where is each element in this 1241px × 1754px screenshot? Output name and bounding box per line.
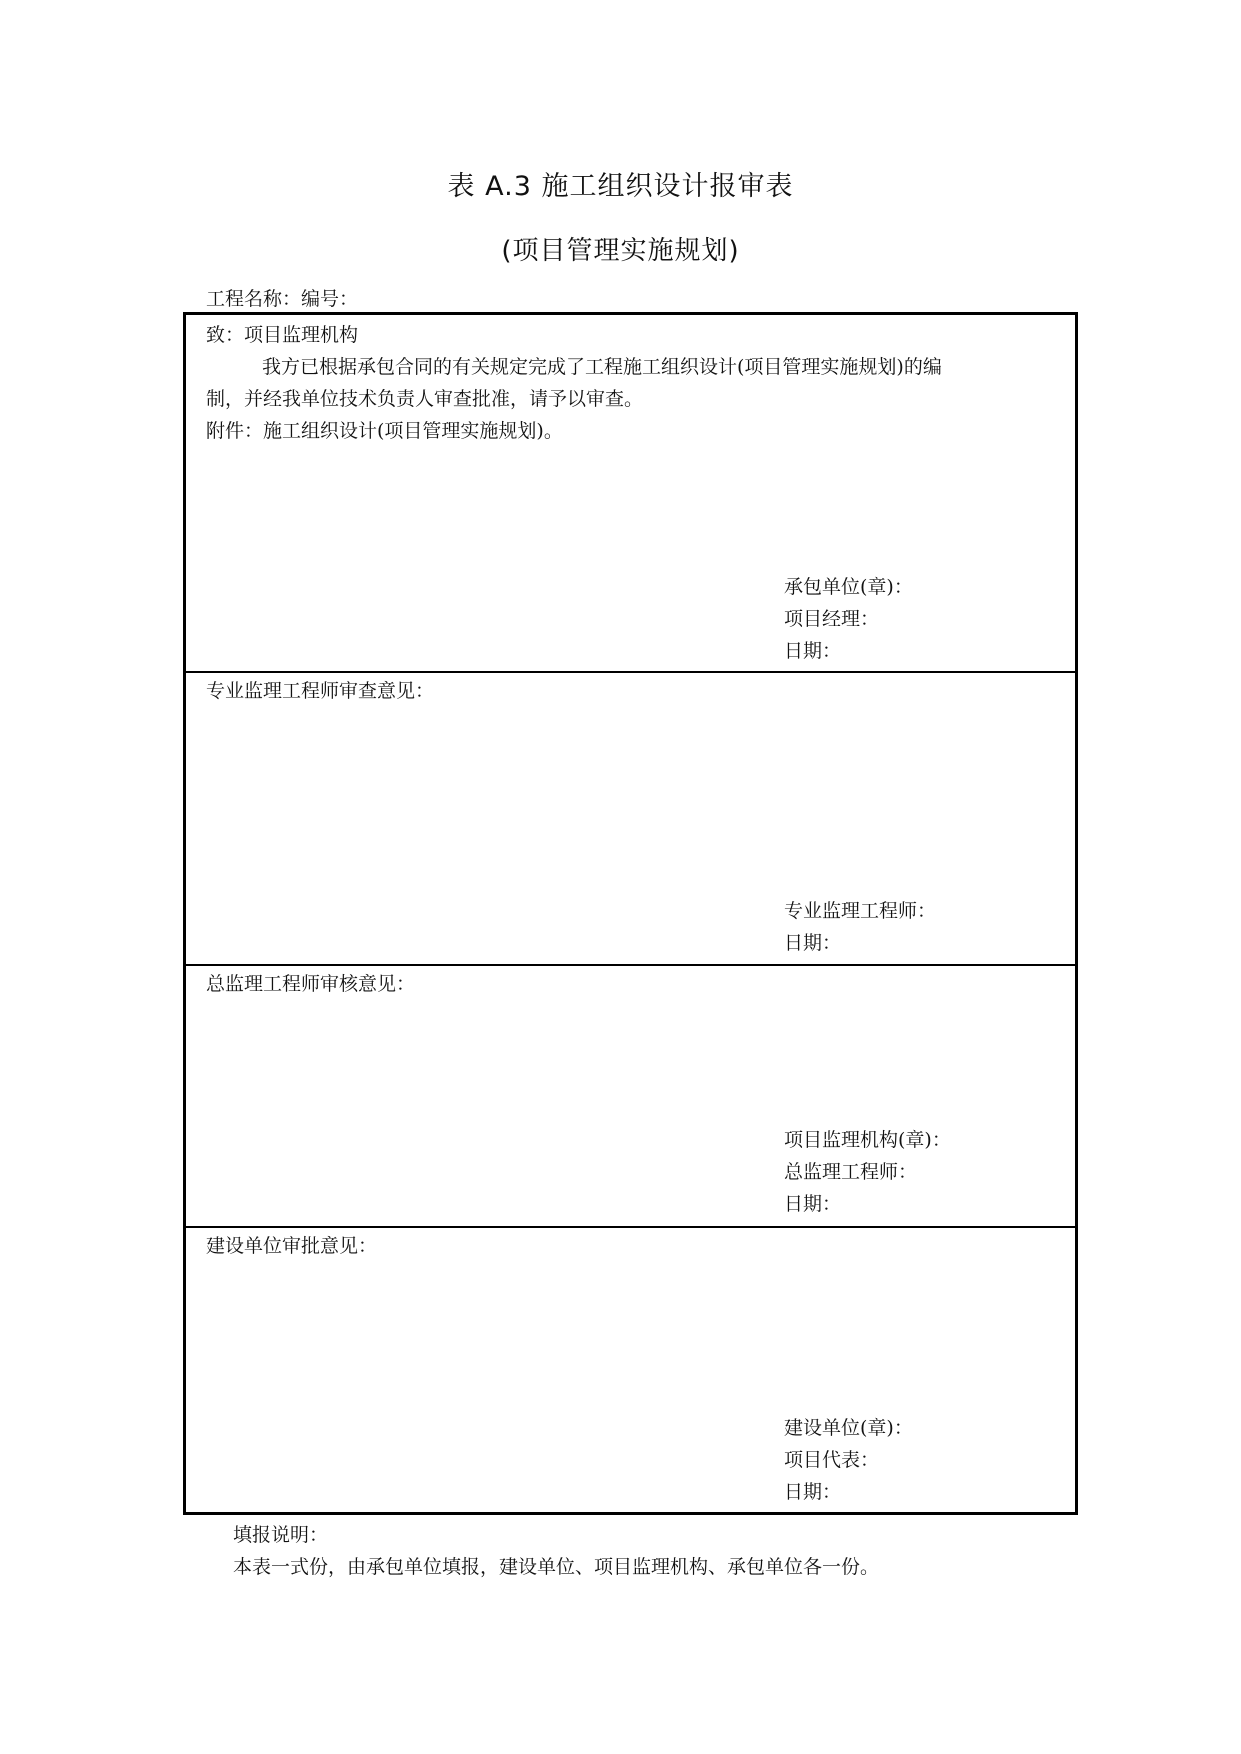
owner-approval-heading: 建设单位审批意见： — [206, 1235, 378, 1257]
contractor-date-field: 日期： — [784, 640, 842, 662]
chief-date-field: 日期： — [784, 1193, 842, 1215]
chief-review-heading: 总监理工程师审核意见： — [206, 973, 416, 995]
specialty-engineer-review-section — [186, 673, 1075, 966]
owner-date-field: 日期： — [784, 1481, 842, 1503]
submission-body-line-1: 我方已根据承包合同的有关规定完成了工程施工组织设计(项目管理实施规划)的编 — [262, 356, 942, 378]
chief-engineer-review-section — [186, 966, 1075, 1228]
form-title: 表 A.3 施工组织设计报审表 — [447, 171, 794, 202]
chief-engineer-field: 总监理工程师： — [784, 1161, 918, 1183]
contractor-seal-field: 承包单位(章)： — [784, 576, 913, 598]
instructions-text: 本表一式份，由承包单位填报，建设单位、项目监理机构、承包单位各一份。 — [233, 1556, 880, 1578]
owner-approval-section — [186, 1228, 1075, 1512]
supervision-org-seal-field: 项目监理机构(章)： — [784, 1129, 951, 1151]
attachment-line: 附件：施工组织设计(项目管理实施规划)。 — [206, 420, 563, 442]
project-manager-field: 项目经理： — [784, 608, 880, 630]
review-form-table — [183, 312, 1078, 1515]
owner-seal-field: 建设单位(章)： — [784, 1417, 913, 1439]
addressee-line: 致：项目监理机构 — [206, 324, 359, 346]
instructions-heading: 填报说明： — [233, 1524, 329, 1546]
contractor-submission-section — [186, 315, 1075, 673]
specialty-engineer-field: 专业监理工程师： — [784, 900, 937, 922]
project-representative-field: 项目代表： — [784, 1449, 880, 1471]
project-name-and-number: 工程名称：编号： — [206, 288, 359, 310]
specialty-review-heading: 专业监理工程师审查意见： — [206, 680, 435, 702]
specialty-date-field: 日期： — [784, 932, 842, 954]
form-subtitle: (项目管理实施规划) — [501, 236, 740, 266]
submission-body-line-2: 制，并经我单位技术负责人审查批准，请予以审查。 — [206, 388, 644, 410]
